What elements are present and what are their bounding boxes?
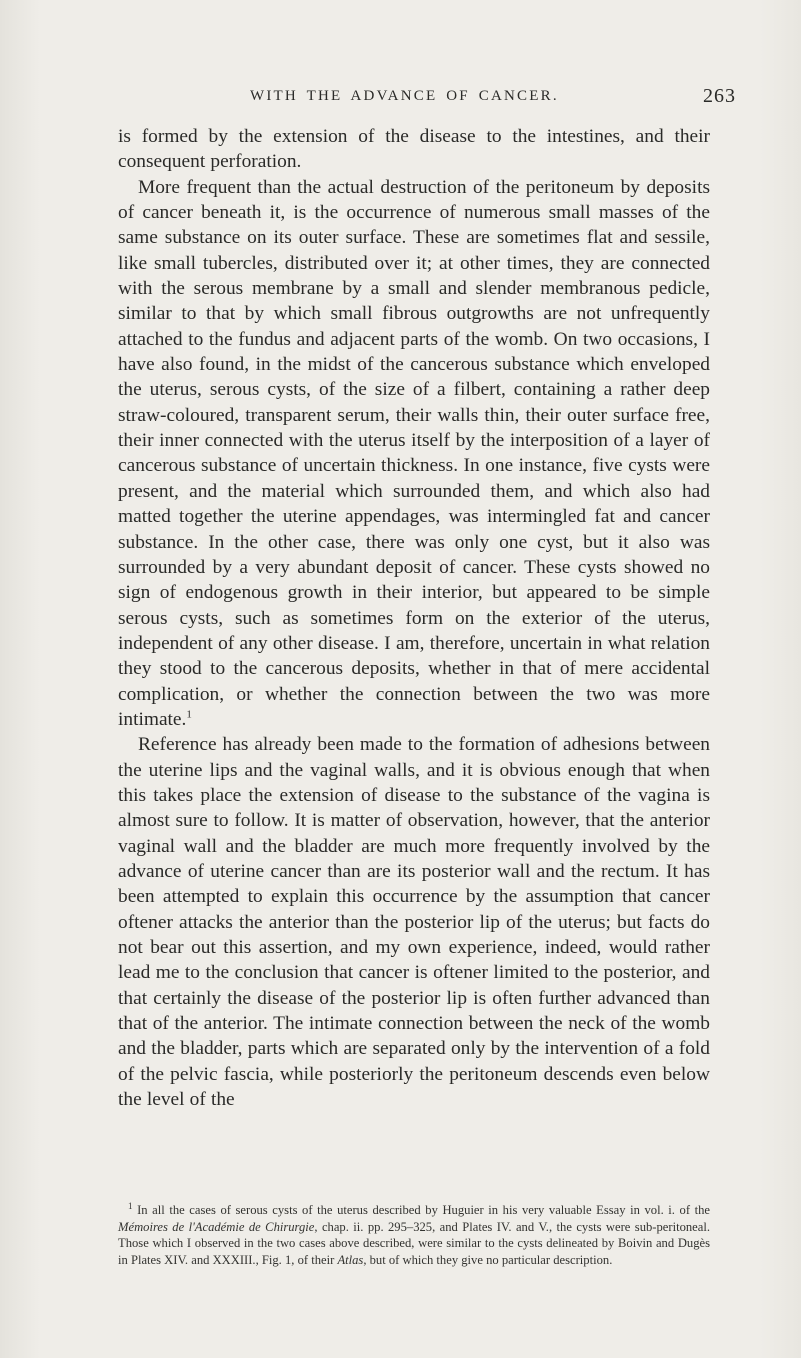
paragraph-cysts (118, 175, 710, 733)
footnote-italic-memoires: Mémoires de l'Académie de Chirurgie (118, 1219, 315, 1234)
running-title: WITH THE ADVANCE OF CANCER. (250, 88, 559, 104)
footnote-italic-atlas: Atlas (337, 1252, 364, 1267)
paragraph-adhesions: Reference has already been made to the formation of adhesions between the uterine lips and the vaginal walls, and it is obvious enough that when this takes place the extension of disease to the substance of the vagina is almost sure to follow. It is matter of observation, however, that the anterior vaginal wall and the bladder are much more frequently involved by the advance of uterine cancer than are its posterior wall and the rectum. It has been attempted to explain this occurrence by the assumption that cancer oftener attacks the anterior than the posterior lip of the uterus; but facts do not bear out this assertion, and my own experience, indeed, would rather lead me to the conclusion that cancer is oftener limited to the posterior, and that certainly the disease of the posterior lip is often further advanced than that of the anterior. The intimate connection between the neck of the womb and the bladder, parts which are separated only by the intervention of a fold of the pelvic fascia, while posteriorly the peritoneum descends even below the level of the (118, 734, 710, 1111)
footnote-text-2: , chap. ii. pp. 295–325, and Plates IV. and V., the cysts were sub-peritoneal. Those which I observed in the two cases above described, were similar to the cysts delineated by Boivin and Dugès in Plates XIV. and XXXIII., Fig. 1, of their (118, 1219, 710, 1267)
page-number: 263 (703, 85, 736, 107)
paragraph-cysts-text: More frequent than the actual destruction of the peritoneum by deposits of cancer beneath it, is the occurrence of numerous small masses of the same substance on its outer surface. These are sometimes flat and sessile, like small tubercles, distributed over it; at other times, they are connected with the serous membrane by a small and slender membranous pedicle, similar to that by which small fibrous outgrowths are not unfrequently attached to the fundus and adjacent parts of the womb. On two occasions, I have also found, in the midst of the cancerous substance which enveloped the uterus, serous cysts, of the size of a filbert, containing a rather deep straw-coloured, transparent serum, their walls thin, their outer surface free, their inner connected with the uterus itself by the interposition of a layer of cancerous substance of uncertain thickness. In one instance, five cysts were present, and the material which surrounded them, and which also had matted together the uterine appendages, was intermingled fat and cancer substance. In the other case, there was only one cyst, but it also was surrounded by a very abundant deposit of cancer. These cysts showed no sign of endogenous growth in their interior, but appeared to be simple serous cysts, such as sometimes form on the exterior of the uterus, independent of any other disease. I am, therefore, uncertain in what relation they stood to the cancerous deposits, whether in that of mere accidental complication, or whether the connection between the two was more intimate. (118, 176, 710, 730)
footnote-reference-marker[interactable]: 1 (186, 708, 192, 721)
paragraph-continuation: is formed by the extension of the disease to the intestines, and their consequent perforation. (118, 126, 710, 173)
body-text (118, 124, 710, 1112)
footnote-text-1: In all the cases of serous cysts of the uterus described by Huguier in his very valuable Essay in vol. i. of the (137, 1203, 710, 1217)
footnote (118, 1202, 710, 1268)
running-head (0, 85, 801, 112)
footnote-marker: 1 (128, 1200, 133, 1211)
footnote-text-3: , but of which they give no particular description. (363, 1252, 613, 1267)
